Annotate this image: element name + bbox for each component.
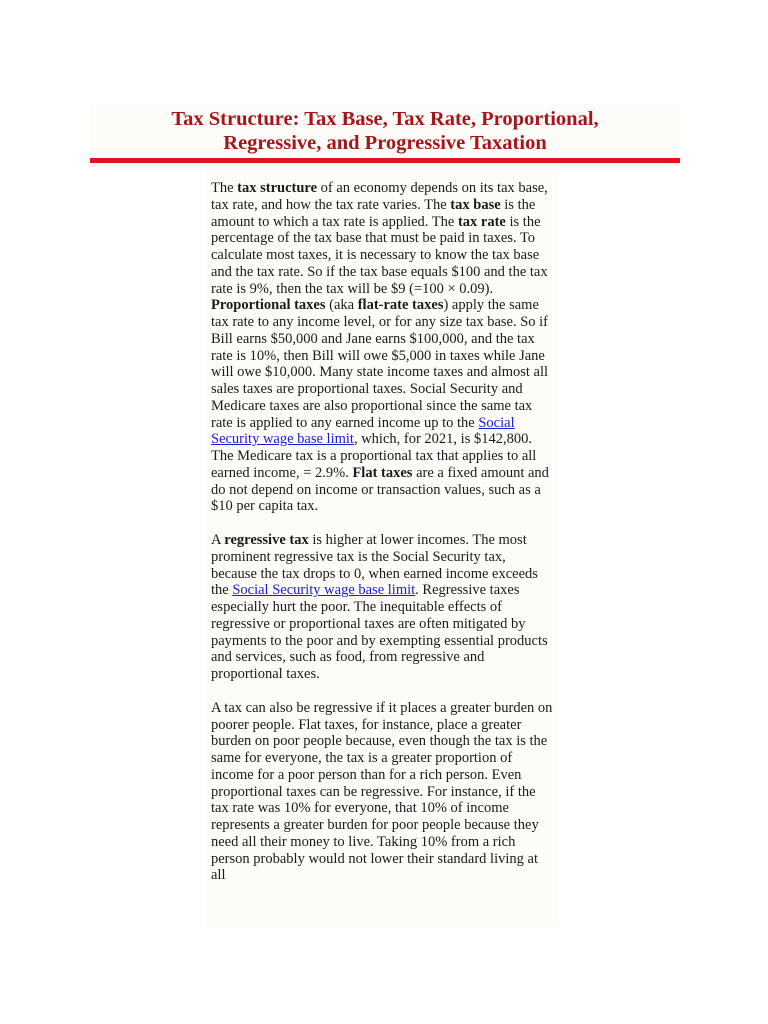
- link-social-security-wage-base-limit[interactable]: Social Security wage base limit: [211, 414, 515, 448]
- p1-text-4: is the percentage of the tax base that must be paid in taxes. To calculate most taxes, it is necessary to know the tax base and the tax rate. So if the tax base equals $100 and the tax rate is 9%, then the tax will be $9 (=100 × 0.09).: [211, 213, 548, 297]
- term-proportional-taxes: Proportional taxes: [211, 297, 326, 314]
- term-tax-base: tax base: [450, 196, 501, 213]
- p1-text-1: The: [211, 180, 238, 196]
- p1-text-6: ) apply the same tax rate to any income level, or for any size tax base. So if Bill earns $50,000 and Jane earns $100,000, and the tax rate is 10%, then Bill will owe $5,000 in taxes while Jane will owe $10,000. Many state income taxes and almost all sales taxes are proportional taxes. Social Security and Medicare taxes are also proportional since the same tax rate is applied to any earned income up to the: [211, 297, 549, 431]
- term-tax-rate: tax rate: [457, 213, 506, 230]
- p1-text-2: of an economy depends on its tax base, tax rate, and how the tax rate varies. The: [211, 180, 548, 213]
- term-tax-structure: tax structure: [237, 180, 318, 196]
- paragraph-tax-structure: [211, 180, 555, 515]
- paragraph-regressive-burden: A tax can also be regressive if it places a greater burden on poorer people. Flat taxes, for instance, place a greater burden on poor people because, even though the tax is the same for everyone, the tax is a greater proportion of income for a poor person than for a rich person. Even proportional taxes can be regressive. For instance, if the tax rate was 10% for everyone, that 10% of income represents a greater burden for poor people because they need all their money to live. Taking 10% from a rich person probably would not lower their standard living at all: [211, 699, 553, 884]
- title-underline-rule: [90, 158, 680, 163]
- p2-text-3: . Regressive taxes especially hurt the poor. The inequitable effects of regressive or proportional taxes are often mitigated by payments to the poor and by exempting essential products and services, such as food, from regressive and proportional taxes.: [211, 582, 548, 682]
- p1-text-7: , which, for 2021, is $142,800. The Medicare tax is a proportional tax that applies to all earned income, = 2.9%.: [211, 431, 537, 481]
- title-line-2: Regressive, and Progressive Taxation: [223, 132, 547, 154]
- p1-text-3: is the amount to which a tax rate is applied. The: [211, 196, 536, 230]
- article-body: [211, 180, 555, 901]
- p1-text-8: are a fixed amount and do not depend on income or transaction values, such as a $10 per capita tax.: [211, 464, 549, 515]
- p2-text-1: A: [211, 532, 225, 548]
- term-regressive-tax: regressive tax: [224, 532, 309, 548]
- term-flat-rate-taxes: flat-rate taxes: [357, 297, 444, 314]
- page-title: [90, 107, 680, 155]
- term-flat-taxes: Flat taxes: [352, 464, 413, 481]
- paragraph-regressive-tax: [211, 532, 555, 683]
- p1-text-5: (aka: [325, 297, 358, 314]
- p2-text-2: is higher at lower incomes. The most prominent regressive tax is the Social Security tax, because the tax drops to 0, when earned income exceeds the: [211, 532, 538, 599]
- link-social-security-wage-base-limit-2[interactable]: Social Security wage base limit: [232, 582, 416, 599]
- title-line-1: Tax Structure: Tax Base, Tax Rate, Proportional,: [171, 108, 599, 130]
